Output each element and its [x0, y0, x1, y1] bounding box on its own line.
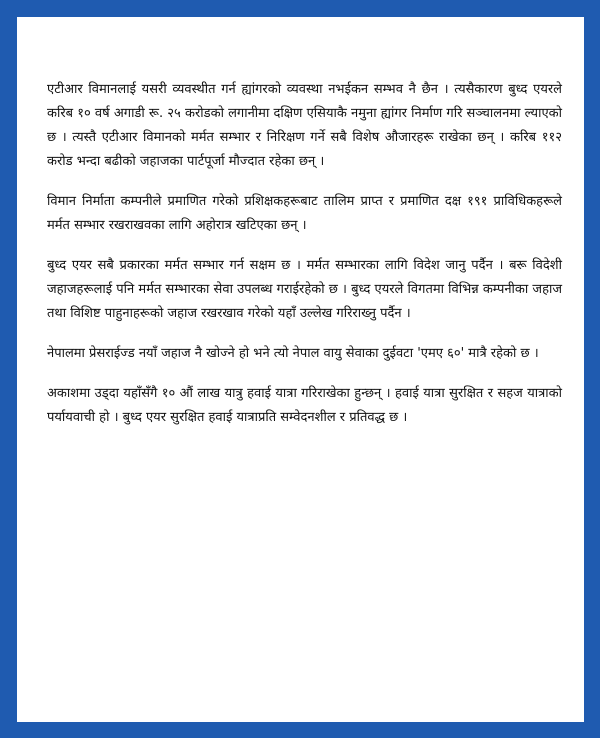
- paragraph-maintenance: बुध्द एयर सबै प्रकारका मर्मत सम्भार गर्न सक्षम छ । मर्मत सम्भारका लागि विदेश जानु पर्दैन । बरू विदेशी जहाजहरूलाई पनि मर्मत सम्भारका सेवा उपलब्ध गराईरहेको छ । बुध्द एयरले विगतमा विभिन्न कम्पनीका जहाज तथा विशिष्ट पाहुनाहरूको जहाज रखरखाव गरेको यहाँ उल्लेख गरिराख्नु पर्दैन ।: [47, 258, 562, 321]
- paragraph-technicians: विमान निर्माता कम्पनीले प्रमाणित गरेको प्रशिक्षकहरूबाट तालिम प्राप्त र प्रमाणित दक्ष १९१ प्राविधिकहरूले मर्मत सम्भार रखराखवका लागि अहोरात्र खटिएका छन् ।: [47, 194, 562, 233]
- paragraph-safety: अकाशमा उड्दा यहाँसँगै १० औं लाख यात्रु हवाई यात्रा गरिराखेका हुन्छन् । हवाई यात्रा सुरक्षित र सहज यात्राको पर्यायवाची हो । बुध्द एयर सुरक्षित हवाई यात्राप्रति सम्वेदनशील र प्रतिवद्ध छ ।: [47, 386, 562, 425]
- document-page: [17, 17, 584, 722]
- paragraph-hangar: एटीआर विमानलाई यसरी व्यवस्थीत गर्न ह्यांगरको व्यवस्था नभईकन सम्भव नै छैन । त्यसैकारण बुध्द एयरले करिब १० वर्ष अगाडी रू. २५ करोडको लगानीमा दक्षिण एसियाकै नमुना ह्यांगर निर्माण गरि सञ्चालनमा ल्याएको छ । त्यस्तै एटीआर विमानको मर्मत सम्भार र निरिक्षण गर्ने सबै विशेष औजारहरू राखेका छन् । करिब ११२ करोड भन्दा बढीको जहाजका पार्टपूर्जा मौज्दात रहेका छन् ।: [47, 82, 562, 169]
- paragraph-pressurized: नेपालमा प्रेसराईज्ड नयाँ जहाज नै खोज्ने हो भने त्यो नेपाल वायु सेवाका दुईवटा 'एमए ६०' मात्रै रहेको छ ।: [47, 346, 539, 361]
